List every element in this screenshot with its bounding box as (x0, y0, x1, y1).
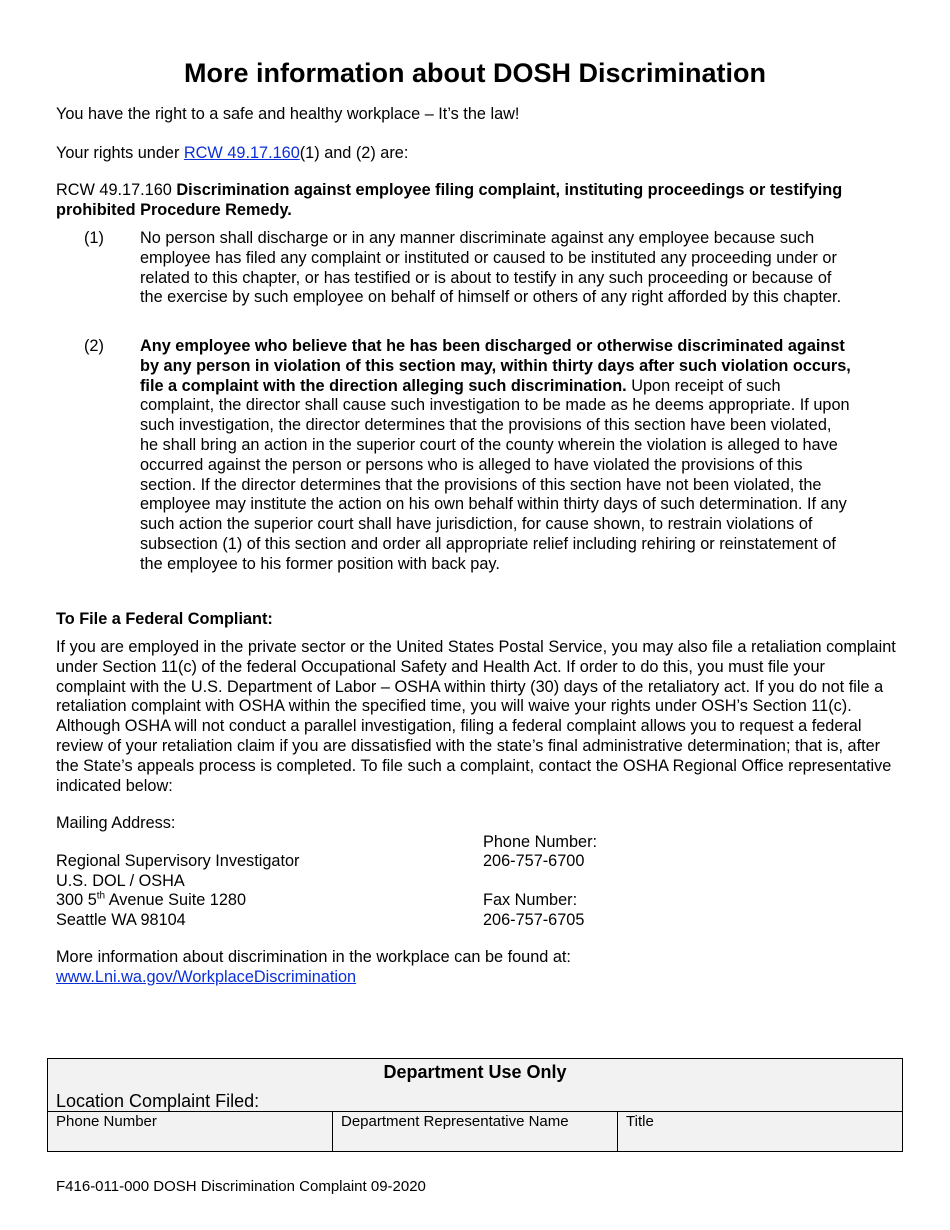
representative-name-cell[interactable]: Department Representative Name (333, 1112, 618, 1151)
fax-label: Fax Number: (483, 891, 578, 909)
street-ordinal-suffix: th (96, 890, 106, 902)
item-1-number: (1) (84, 229, 104, 247)
street-number: 300 5 (56, 891, 97, 909)
statute-ref: RCW 49.17.160 (56, 181, 177, 199)
contact-city: Seattle WA 98104 (56, 911, 186, 929)
federal-heading: To File a Federal Compliant: (56, 610, 273, 628)
rights-intro (56, 144, 896, 164)
statute-heading (56, 181, 896, 221)
form-footer: F416-011-000 DOSH Discrimination Complaint 09-2020 (56, 1178, 426, 1195)
title-cell[interactable]: Title (626, 1113, 654, 1130)
contact-street (56, 891, 246, 911)
federal-text: If you are employed in the private sector or the United States Postal Service, you may also file a retaliation complaint under Section 11(c) of the federal Occupational Safety and Health Act. If order to do this, you must file your complaint with the U.S. Department of Labor – OSHA within thirty (30) days of the retaliatory act. If you do not file a retaliation complaint with OSHA within the specified time, you will waive your rights under OSH’s Section 11(c). Although OSHA will not conduct a parallel investigation, filing a federal complaint allows you to request a federal review of your retaliation claim if you are dissatisfied with the state’s final administrative determination; that is, after the State’s appeals process is completed. To file such a complaint, contact the OSHA Regional Office representative indicated below: (56, 638, 896, 795)
mailing-address-label: Mailing Address: (56, 814, 176, 832)
rcw-link[interactable]: RCW 49.17.160 (183, 144, 300, 162)
phone-label: Phone Number: (483, 833, 598, 851)
item-1-text: No person shall discharge or in any manner discriminate against any employee because such employee has filed any complaint or instituted or caused to be instituted any proceeding under or related to this chapter, or has testified or is about to testify in any such proceeding or because of the exercise by such employee on behalf of himself or others of any right afforded by this chapter. (140, 229, 842, 307)
street-rest: Avenue Suite 1280 (105, 891, 247, 909)
page-title: More information about DOSH Discrimination (183, 58, 767, 88)
contact-name: Regional Supervisory Investigator (56, 852, 300, 870)
rights-suffix: (1) and (2) are: (299, 144, 409, 162)
statute-title: Discrimination against employee filing complaint, instituting proceedings or testifying prohibited Procedure Remedy. (56, 181, 843, 219)
fax-number: 206-757-6705 (483, 911, 585, 929)
department-use-table (47, 1058, 903, 1152)
more-info-text: More information about discrimination in the workplace can be found at: (56, 948, 571, 966)
item-2-body-text: Upon receipt of such complaint, the director shall cause such investigation to be made as he deems appropriate. If upon such investigation, the director determines that the provisions of this section have been violated, he shall bring an action in the superior court of the county wherein the violation is alleged to have occurred against the person or persons who is alleged to have violated the provisions of this section. If the director determines that the provisions of this section have not been violated, the employee may institute the action on his own behalf within thirty days of such determination. If any such action the superior court shall have jurisdiction, for cause shown, to restrain violations of subsection (1) of this section and order all appropriate relief including rehiring or reinstatement of the employee to his former position with back pay. (140, 376, 850, 573)
location-complaint-label: Location Complaint Filed: (56, 1091, 260, 1111)
rights-prefix: Your rights under (56, 144, 184, 162)
item-2-text (140, 337, 852, 575)
more-info-link[interactable]: www.Lni.wa.gov/WorkplaceDiscrimination (56, 968, 357, 986)
intro-text: You have the right to a safe and healthy workplace – It’s the law! (56, 105, 520, 123)
item-2-bold-text: Any employee who believe that he has been discharged or otherwise discriminated against by any person in violation of this section may, within thirty days after such violation occurs, file a complaint with the direction alleging such discrimination. (140, 337, 851, 395)
department-use-title: Department Use Only (383, 1062, 567, 1082)
item-2-number: (2) (84, 337, 104, 355)
phone-number: 206-757-6700 (483, 852, 585, 870)
phone-number-cell[interactable]: Phone Number (48, 1112, 333, 1151)
contact-org: U.S. DOL / OSHA (56, 872, 185, 890)
department-use-header (48, 1059, 902, 1112)
